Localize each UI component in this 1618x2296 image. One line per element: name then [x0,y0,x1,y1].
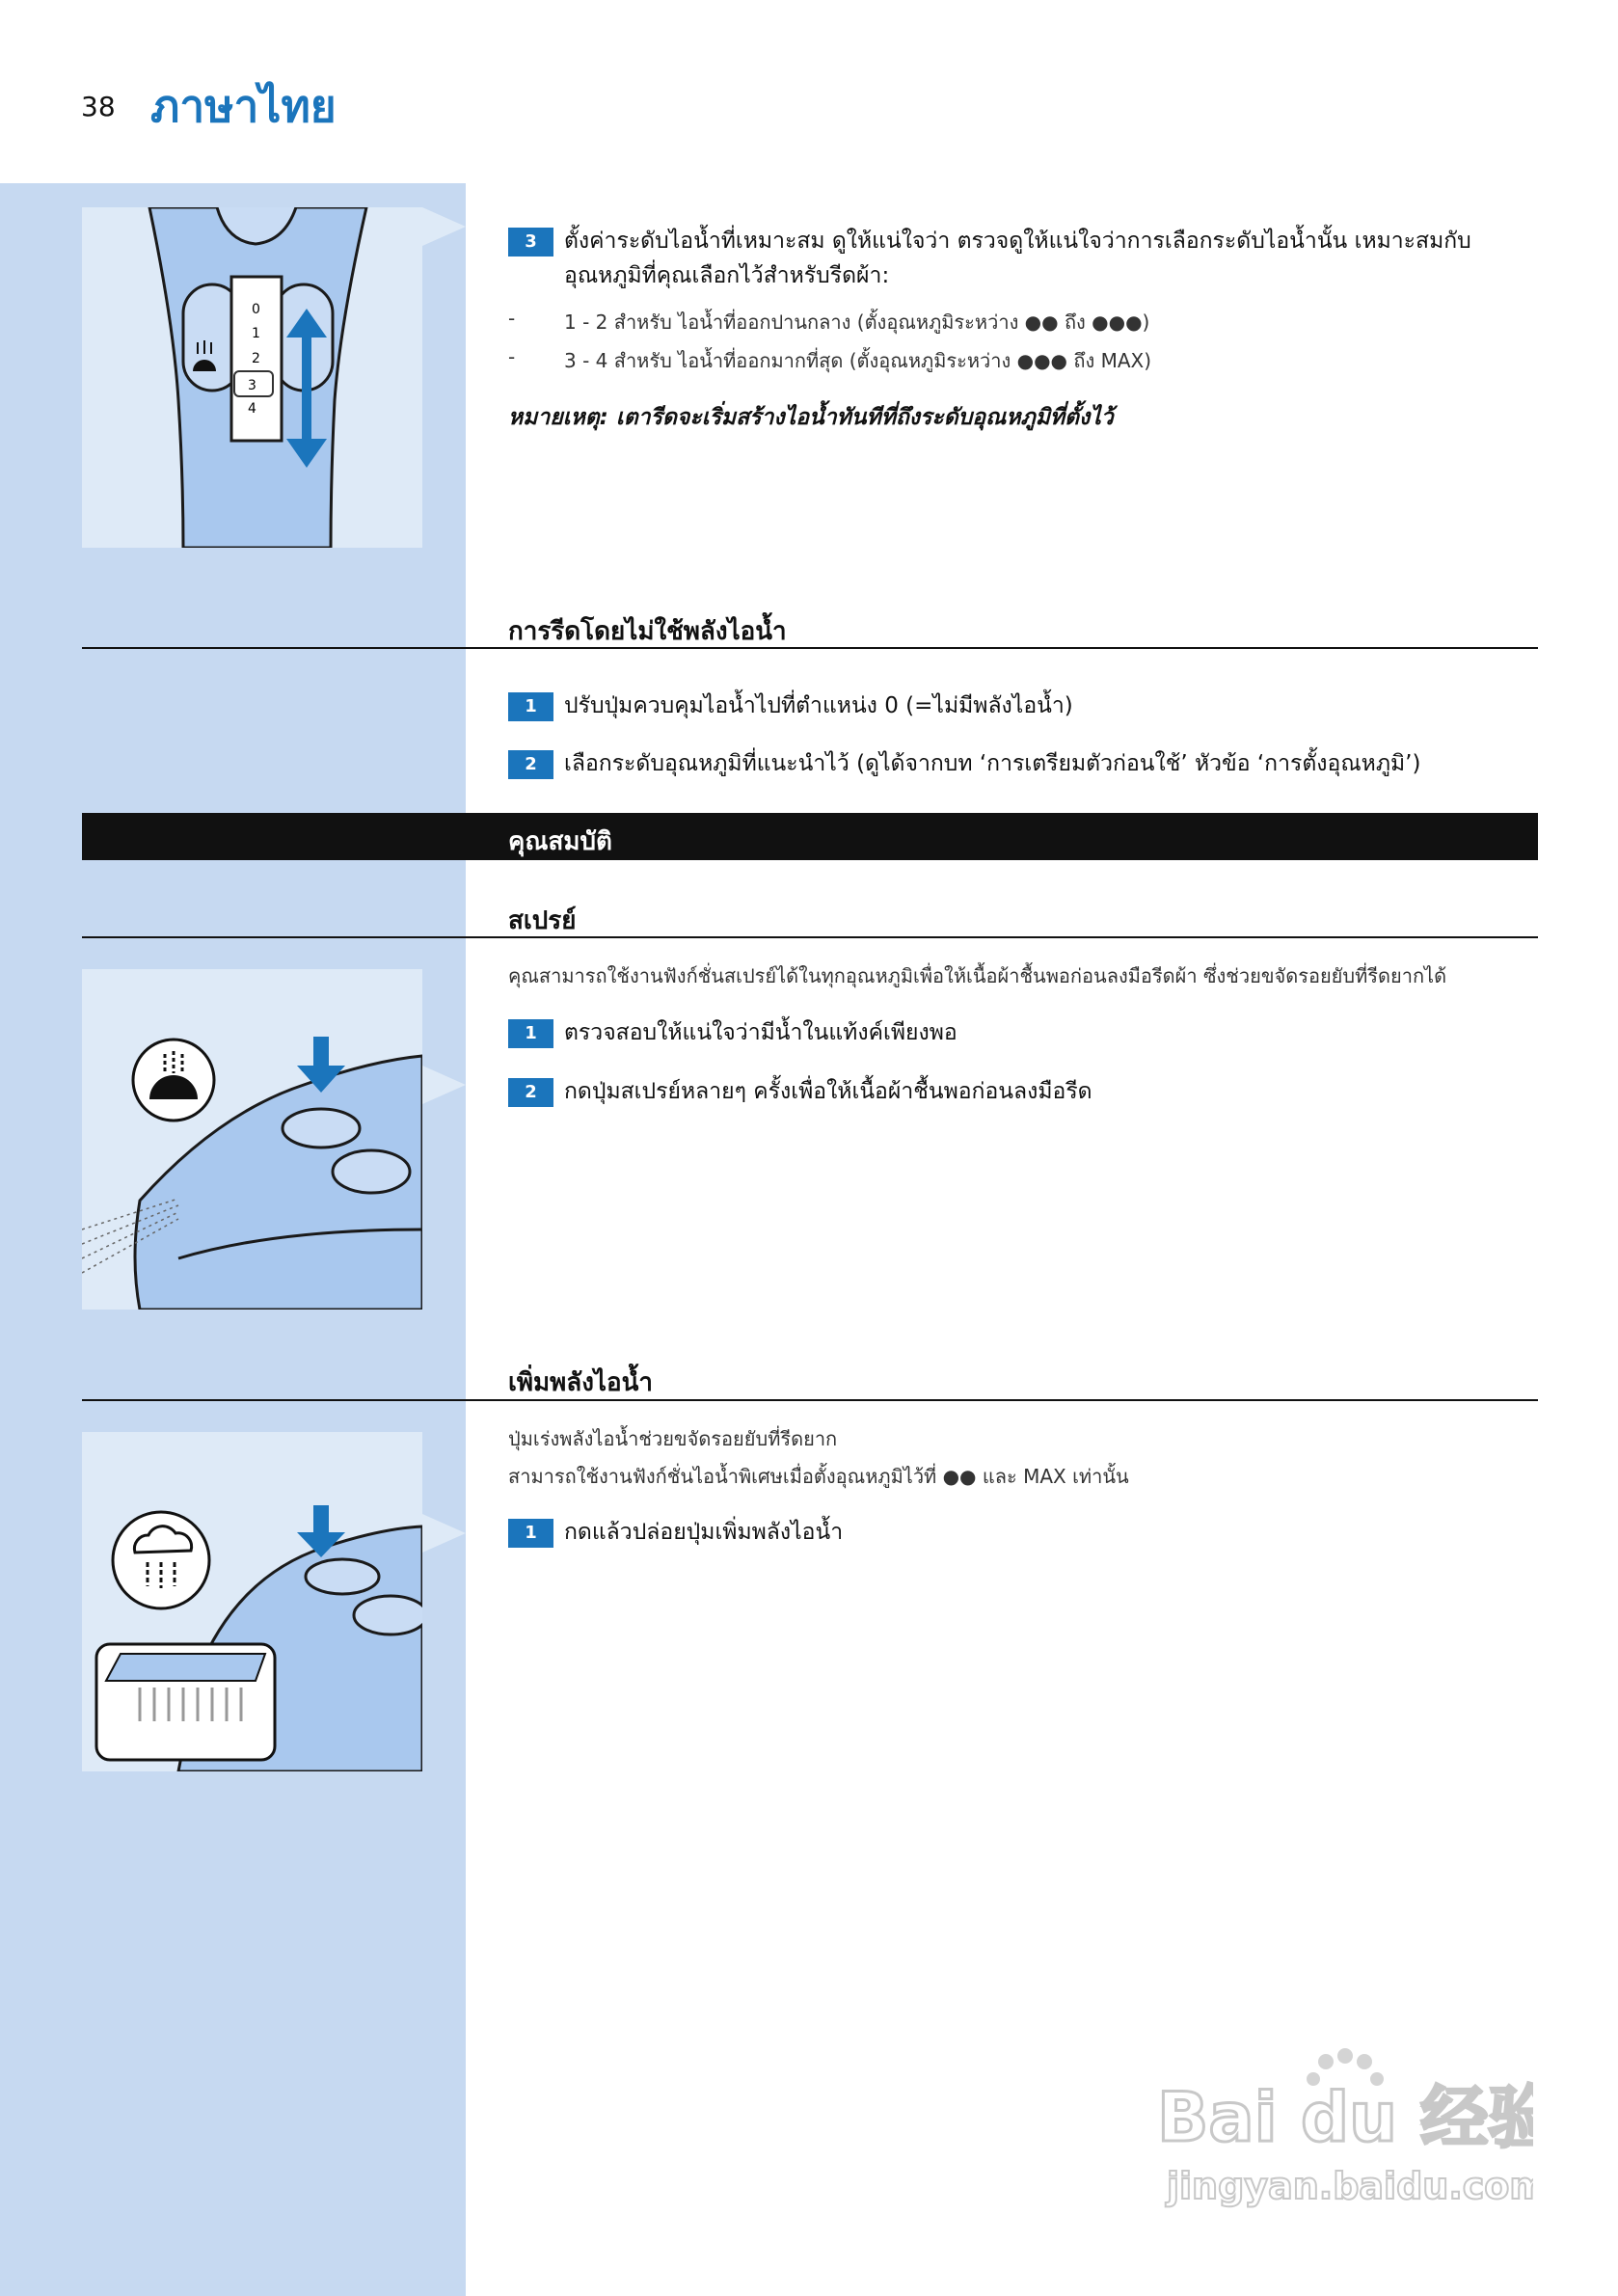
spray-intro: คุณสามารถใช้งานฟังก์ชั่นสเปรย์ได้ในทุกอุณหภูมิเพื่อให้เนื้อผ้าชื้นพอก่อนลงมือรีดผ้า ซึ่งช่วยขจัดรอยยับที่รีดยากได้ [508,964,1447,987]
boost-intro-line-2: สามารถใช้งานฟังก์ชั่นไอน้ำพิเศษเมื่อตั้งอุณหภูมิไว้ที่ ●● และ MAX เท่านั้น [508,1465,1129,1488]
callout-pointer [422,207,466,246]
dial-label-4: 4 [248,401,256,417]
step-number-badge: 3 [508,228,553,257]
steam-note: หมายเหตุ: เตารีดจะเริ่มสร้างไอน้ำทันทีที่ถึงระดับอุณหภูมิที่ตั้งไว้ [508,405,1114,430]
spray-step-1 [508,1015,1540,1054]
spray-step-2 [508,1074,1540,1113]
steam-boost-illustration [82,1432,422,1771]
step-text: กดแล้วปล่อยปุ่มเพิ่มพลังไอน้ำ [564,1520,844,1545]
bullet-dash: - [508,345,516,368]
page-title: ภาษาไทย [150,80,337,132]
section-heading-no-steam: การรีดโดยไม่ใช้พลังไอน้ำ [508,617,787,646]
section-heading-spray: สเปรย์ [508,906,577,935]
step-text: ตรวจสอบให้แน่ใจว่ามีน้ำในแท้งค์เพียงพอ [564,1020,957,1045]
dial-label-3: 3 [248,378,256,393]
section-divider [82,647,1538,649]
step-number-badge: 1 [508,1019,553,1048]
dial-label-1: 1 [252,326,260,341]
step-number-badge: 2 [508,750,553,779]
watermark-url: jingyan.baidu.com [1167,2165,1533,2207]
page-number: 38 [81,91,116,122]
dial-label-0: 0 [252,302,260,317]
bullet-dash: - [508,307,516,330]
features-bar-label: คุณสมบัติ [508,827,612,856]
step-text: กดปุ่มสเปรย์หลายๆ ครั้งเพื่อให้เนื้อผ้าชื้นพอก่อนลงมือรีด [564,1079,1092,1104]
section-divider [82,936,1538,938]
bullet-text: 3 - 4 สำหรับ ไอน้ำที่ออกมากที่สุด (ตั้งอุณหภูมิระหว่าง ●●● ถึง MAX) [564,349,1152,372]
step-number-badge: 1 [508,1519,553,1548]
boost-step-1 [508,1515,1540,1553]
spray-illustration [82,969,422,1310]
step-text: ตั้งค่าระดับไอน้ำที่เหมาะสม ดูให้แน่ใจว่า ตรวจดูให้แน่ใจว่าการเลือกระดับไอน้ำนั้น เหมาะสมกับอุณหภูมิที่คุณเลือกไว้สำหรับรีดผ้า: [564,229,1471,288]
features-bar [82,813,1538,860]
no-steam-step-1 [508,689,1540,727]
watermark-brand: Bai du 经验 [1157,2078,1533,2157]
step-text: ปรับปุ่มควบคุมไอน้ำไปที่ตำแหน่ง 0 (=ไม่มีพลังไอน้ำ) [564,693,1073,718]
callout-pointer [422,1514,466,1553]
callout-pointer [422,1066,466,1104]
steam-dial-illustration [82,207,422,548]
spray-symbol-icon [133,1040,214,1121]
steam-level-step [508,224,1540,293]
step-number-badge: 2 [508,1078,553,1107]
dial-label-2: 2 [252,351,260,366]
step-number-badge: 1 [508,692,553,721]
baidu-watermark [1147,2044,1533,2218]
step-text: เลือกระดับอุณหภูมิที่แนะนำไว้ (ดูได้จากบท ‘การเตรียมตัวก่อนใช้’ หัวข้อ ‘การตั้งอุณหภูมิ’) [564,751,1421,776]
no-steam-step-2 [508,746,1540,785]
steam-cloud-icon [113,1512,209,1608]
bullet-text: 1 - 2 สำหรับ ไอน้ำที่ออกปานกลาง (ตั้งอุณหภูมิระหว่าง ●● ถึง ●●●) [564,311,1150,334]
boost-intro-line-1: ปุ่มเร่งพลังไอน้ำช่วยขจัดรอยยับที่รีดยาก [508,1427,838,1450]
section-divider [82,1399,1538,1401]
section-heading-steam-boost: เพิ่มพลังไอน้ำ [508,1368,653,1397]
